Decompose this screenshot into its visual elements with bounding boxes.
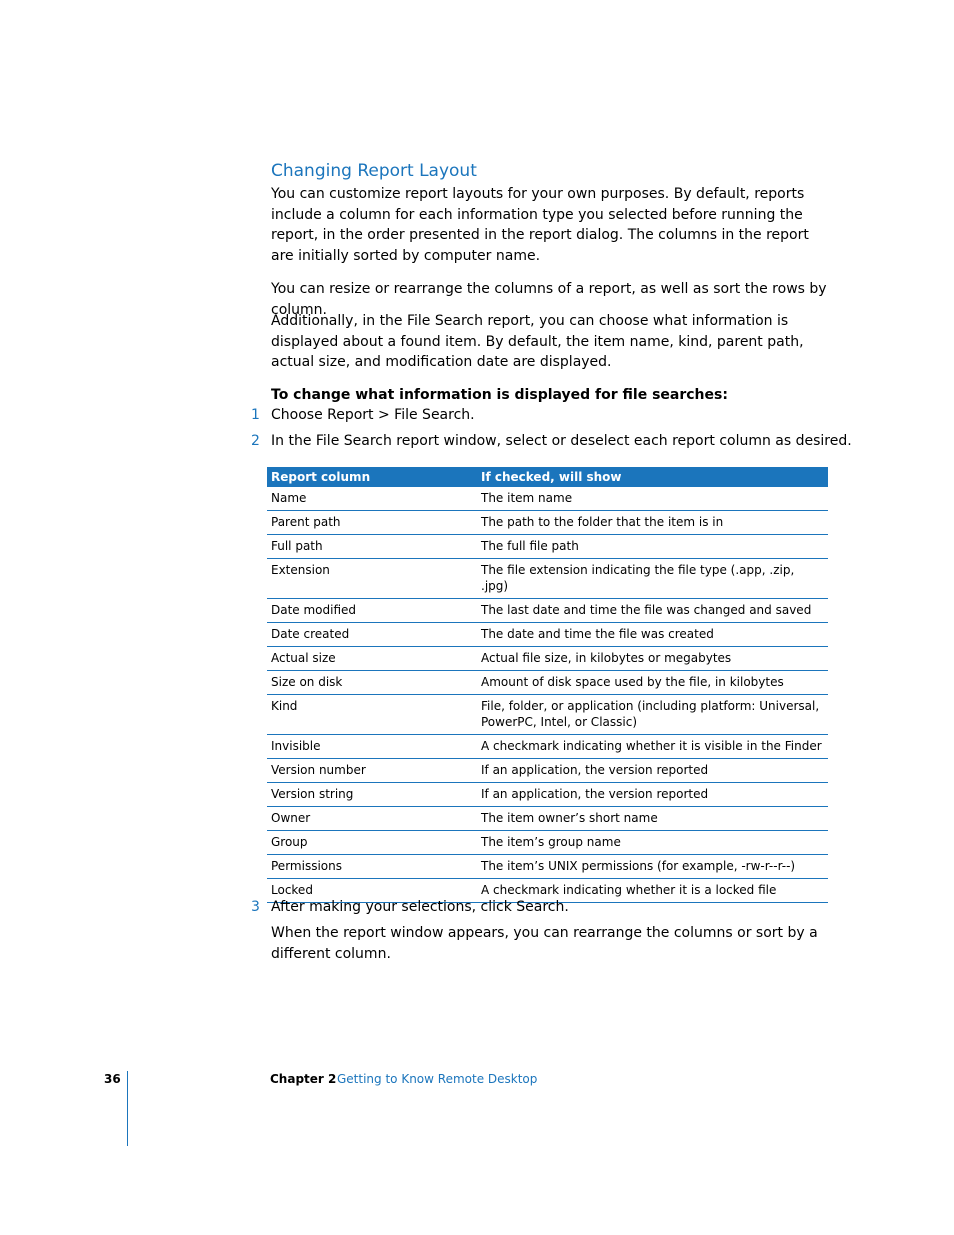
table-cell-description: The date and time the file was created (477, 623, 828, 647)
table-cell-column: Name (267, 487, 477, 511)
table-cell-column: Size on disk (267, 671, 477, 695)
table-cell-column: Invisible (267, 735, 477, 759)
table-cell-column: Permissions (267, 855, 477, 879)
page-number: 36 (104, 1072, 121, 1086)
footer-divider (127, 1071, 128, 1146)
table-row (267, 599, 828, 623)
table-row (267, 735, 828, 759)
table-cell-description: The item name (477, 487, 828, 511)
step-number: 2 (251, 433, 260, 449)
table-cell-description: The item’s UNIX permissions (for example, -rw-r--r--) (477, 855, 828, 879)
table-cell-column: Owner (267, 807, 477, 831)
file-search-paragraph: Additionally, in the File Search report, you can choose what information is displayed about a found item. By default, the item name, kind, parent path, actual size, and modification date are displayed. (271, 313, 804, 370)
table-cell-description: The full file path (477, 535, 828, 559)
report-columns-table (267, 467, 828, 903)
table-row (267, 535, 828, 559)
table-cell-column: Full path (267, 535, 477, 559)
table-cell-description: A checkmark indicating whether it is visible in the Finder (477, 735, 828, 759)
column-header: Report column (267, 467, 477, 487)
table-cell-description: A checkmark indicating whether it is a locked file (477, 879, 828, 903)
table-cell-description: Actual file size, in kilobytes or megabytes (477, 647, 828, 671)
table-cell-column: Version number (267, 759, 477, 783)
table-cell-column: Kind (267, 695, 477, 735)
table-cell-column: Parent path (267, 511, 477, 535)
table-cell-column: Version string (267, 783, 477, 807)
table-row (267, 647, 828, 671)
table-cell-description: If an application, the version reported (477, 759, 828, 783)
column-header: If checked, will show (477, 467, 828, 487)
table-row (267, 559, 828, 599)
table-cell-description: File, folder, or application (including platform: Universal, PowerPC, Intel, or Classic) (477, 695, 828, 735)
table-cell-description: The item’s group name (477, 831, 828, 855)
chapter-label: Chapter 2 (270, 1072, 337, 1086)
table-cell-description: The path to the folder that the item is in (477, 511, 828, 535)
chapter-title: Getting to Know Remote Desktop (337, 1072, 538, 1086)
table-cell-column: Group (267, 831, 477, 855)
table-row (267, 511, 828, 535)
intro-paragraph: You can customize report layouts for your own purposes. By default, reports include a column for each information type you selected before running the report, in the order presented in the report dialog. The columns in the report are initially sorted by computer name. (271, 186, 809, 264)
step-text: Choose Report > File Search. (271, 407, 475, 423)
table-row (267, 783, 828, 807)
table-row (267, 807, 828, 831)
table-cell-description: The item owner’s short name (477, 807, 828, 831)
section-heading: Changing Report Layout (271, 161, 477, 181)
table-row (267, 831, 828, 855)
table-cell-description: The file extension indicating the file type (.app, .zip, .jpg) (477, 559, 828, 599)
table-cell-description: The last date and time the file was changed and saved (477, 599, 828, 623)
table-row (267, 759, 828, 783)
table-cell-description: Amount of disk space used by the file, in kilobytes (477, 671, 828, 695)
table-cell-column: Date created (267, 623, 477, 647)
table-row (267, 855, 828, 879)
table-cell-column: Date modified (267, 599, 477, 623)
table-header-row (267, 467, 828, 487)
step-text: After making your selections, click Search. (271, 899, 569, 915)
table-cell-column: Locked (267, 879, 477, 903)
step-number: 1 (251, 407, 260, 423)
step-text: In the File Search report window, select or deselect each report column as desired. (271, 433, 852, 449)
step-number: 3 (251, 899, 260, 915)
closing-paragraph: When the report window appears, you can rearrange the columns or sort by a different column. (271, 925, 818, 962)
table-row (267, 671, 828, 695)
table-cell-description: If an application, the version reported (477, 783, 828, 807)
table-row (267, 623, 828, 647)
table-row (267, 487, 828, 511)
table-cell-column: Extension (267, 559, 477, 599)
table-row (267, 695, 828, 735)
resize-paragraph: You can resize or rearrange the columns of a report, as well as sort the rows by column. (271, 281, 827, 318)
task-heading: To change what information is displayed for file searches: (271, 387, 728, 403)
table-cell-column: Actual size (267, 647, 477, 671)
